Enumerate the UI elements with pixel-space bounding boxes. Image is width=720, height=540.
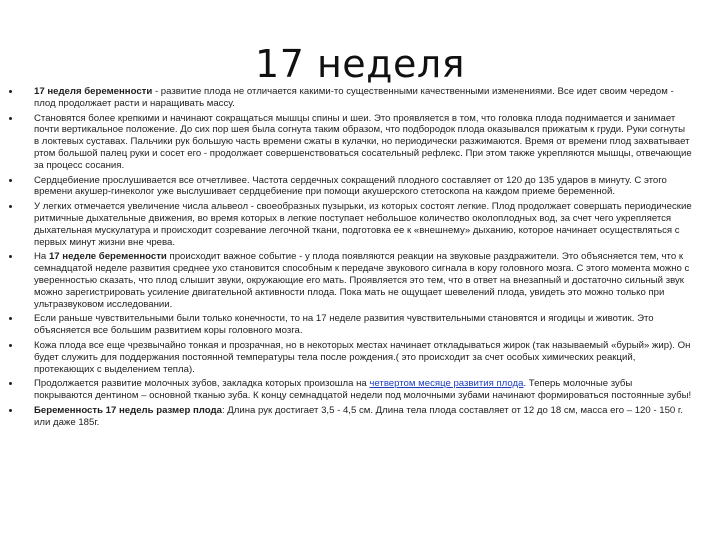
bold-phrase: 17 неделя беременности xyxy=(34,86,153,97)
item-text: Сердцебиение прослушивается все отчетливее. Частота сердечных сокращений плодного составляет от 120 до 135 ударов в минуту. С этого времени акушер-гинеколог уже выслушивает сердцебиение при помощи акушерского стетоскопа на каждом приеме беременной. xyxy=(34,174,667,198)
bullet-icon xyxy=(9,90,12,93)
fourth-month-link[interactable]: четвертом месяце развития плода xyxy=(369,378,524,390)
item-text-prefix: На xyxy=(34,251,49,263)
page-title: 17 неделя xyxy=(255,42,465,86)
list-item xyxy=(0,201,720,248)
item-text: Кожа плода все еще чрезвычайно тонкая и прозрачная, но в некоторых местах начинает откладываться жирок (так называемый «бурый» жир). Он будет служить для поддержания постоянной температуры тела после рождения.( это происходит за счет особых химических реакций, протекающих с выделением тепла). xyxy=(34,339,691,375)
bullet-icon xyxy=(9,344,12,347)
list-item xyxy=(0,313,720,337)
item-text: Если раньше чувствительными были только конечности, то на 17 неделе развития чувствительными становятся и ягодицы и животик. Это объясняется все большим развитием коры головного мозга. xyxy=(34,313,654,337)
list-item xyxy=(0,86,720,110)
item-text: У легких отмечается увеличение числа альвеол - своеобразных пузырьки, из которых состоят легкие. Плод продолжает совершать периодические ритмичные дыхательные движения, во время которых в легкие поступает небольшое количество околоплодных вод, за счет чего укрепляется дыхательная мускулатура и происходит созревание легочной ткани, подготовка ее к «внешнему» дыханию, которое начинает осуществляться с первых минут жизни вне чрева. xyxy=(34,201,692,248)
bullet-list xyxy=(0,86,720,432)
bullet-icon xyxy=(9,205,12,208)
list-item xyxy=(0,378,720,402)
bullet-icon xyxy=(9,317,12,320)
bullet-icon xyxy=(9,255,12,258)
list-item xyxy=(0,405,720,429)
bullet-icon xyxy=(9,409,12,412)
bullet-icon xyxy=(9,382,12,385)
item-text: - развитие плода не отличается какими-то существенными качественными изменениями. Все идет своим чередом - плод продолжает расти и наращивать массу. xyxy=(34,86,674,109)
list-item xyxy=(0,251,720,310)
item-text: происходит важное событие - у плода появляются реакции на звуковые раздражители. Это объясняется тем, что к семнадцатой неделе развития среднее ухо становится способным к передаче звукового сигнала в кору головного мозга. С этого момента можно с уверенностью сказать, что плод слышит звуки, окружающие его мать. Проявляется это тем, что в ответ на внезапный и достаточно сильный звук можно зарегистрировать усиление двигательной активности плода. Пока мать не ощущает шевелений плода, увидеть это можно только при ультразвуковом исследовании. xyxy=(34,251,690,310)
item-text-suffix: . Теперь молочные зубы покрываются дентином – основной тканью зуба. К концу семнадцатой недели под молочными зубами начинают формироваться постоянные зубы! xyxy=(34,378,692,402)
item-text: Становятся более крепкими и начинают сокращаться мышцы спины и шеи. Это проявляется в том, что головка плода поднимается и занимает почти вертикальное положение. До сих пор шея была согнута таким образом, что подбородок плода оказывался прижатым к груди. Руки согнуты в локтевых суставах. Пальчики рук большую часть времени сжаты в кулачки, но периодически разжимаются. Время от времени плод захватывает ртом большой палец руки и сосет его - продолжает совершенствоваться сосательный рефлекс. При этом также укрепляются мышцы, отвечающие за процесс сосания. xyxy=(34,112,692,171)
list-item xyxy=(0,340,720,375)
bold-phrase: Беременность 17 недель размер плода xyxy=(34,404,222,416)
bullet-icon xyxy=(9,179,12,182)
list-item xyxy=(0,113,720,172)
bold-phrase: 17 неделе беременности xyxy=(48,251,167,263)
bullet-icon xyxy=(9,117,12,120)
item-text: Продолжается развитие молочных зубов, закладка которых произошла на xyxy=(34,378,370,390)
item-text: : Длина рук достигает 3,5 - 4,5 см. Длина тела плода составляет от 12 до 18 см, масса его – 120 - 150 г. или даже 185г. xyxy=(34,404,683,428)
list-item xyxy=(0,175,720,199)
